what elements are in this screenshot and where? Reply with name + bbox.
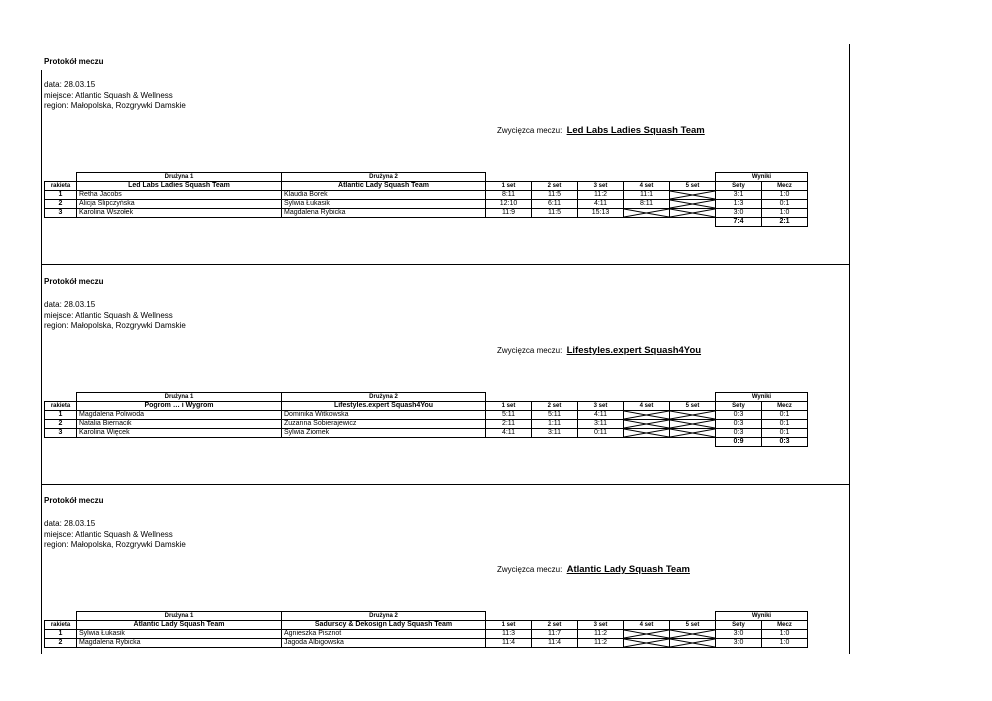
set-1-score: 11:9 <box>486 209 532 218</box>
player-team1: Alicja Ślipczyńska <box>77 200 282 209</box>
match-info <box>44 300 186 332</box>
set-4-empty <box>624 429 670 438</box>
match-region: region: Małopolska, Rozgrywki Damskie <box>44 101 186 110</box>
match-winner <box>497 564 690 575</box>
mecz-header: Mecz <box>762 182 808 191</box>
match-place: miejsce: Atlantic Squash & Wellness <box>44 529 173 539</box>
set-3-score: 4:11 <box>578 200 624 209</box>
unplayed-set-cross <box>624 630 669 638</box>
team2-name: Atlantic Lady Squash Team <box>282 182 486 191</box>
total-match: 0:3 <box>762 438 808 447</box>
set-4-empty <box>624 411 670 420</box>
set-3-score: 11:2 <box>578 191 624 200</box>
match-winner <box>497 125 705 136</box>
match-info <box>44 80 186 112</box>
total-sets: 7:4 <box>716 218 762 227</box>
match-result: 0:1 <box>762 429 808 438</box>
player-team1: Magdalena Rybicka <box>77 639 282 648</box>
set-1-score: 5:11 <box>486 411 532 420</box>
set4-header: 4 set <box>624 182 670 191</box>
set-2-score: 11:7 <box>532 630 578 639</box>
sets-result: 0:3 <box>716 411 762 420</box>
unplayed-set-cross <box>624 420 669 428</box>
team1-header: Drużyna 1 <box>77 393 282 402</box>
match-table <box>44 172 808 227</box>
sety-header: Sety <box>716 402 762 411</box>
team2-name: Sadurscy & Dekosign Lady Squash Team <box>282 621 486 630</box>
section-divider <box>41 484 850 485</box>
set3-header: 3 set <box>578 402 624 411</box>
set4-header: 4 set <box>624 621 670 630</box>
match-result: 0:1 <box>762 420 808 429</box>
player-team2: Klaudia Borek <box>282 191 486 200</box>
set-5-empty <box>670 411 716 420</box>
table-header-row <box>45 621 808 630</box>
set-2-score: 11:5 <box>532 209 578 218</box>
unplayed-set-cross <box>670 191 715 199</box>
player-team2: Zuzanna Sobierajewicz <box>282 420 486 429</box>
match-date: data: 28.03.15 <box>44 519 96 528</box>
set-1-score: 4:11 <box>486 429 532 438</box>
table-header-row <box>45 182 808 191</box>
match-winner <box>497 345 701 356</box>
player-team1: Natalia Biernacik <box>77 420 282 429</box>
player-team1: Sylwia Łukasik <box>77 630 282 639</box>
rakieta-header: rakieta <box>45 402 77 411</box>
team2-name: Lifestyles.expert Squash4You <box>282 402 486 411</box>
player-team2: Sylwia Ziomek <box>282 429 486 438</box>
table-header-row <box>45 402 808 411</box>
team1-header: Drużyna 1 <box>77 173 282 182</box>
totals-row <box>45 438 808 447</box>
set-2-score: 11:5 <box>532 191 578 200</box>
sets-result: 3:1 <box>716 191 762 200</box>
set-3-score: 11:2 <box>578 630 624 639</box>
match-place: miejsce: Atlantic Squash & Wellness <box>44 310 173 320</box>
results-header: Wyniki <box>716 612 808 621</box>
set5-header: 5 set <box>670 182 716 191</box>
set-2-score: 5:11 <box>532 411 578 420</box>
table-row <box>45 429 808 438</box>
table-row <box>45 420 808 429</box>
sets-result: 3:0 <box>716 209 762 218</box>
set5-header: 5 set <box>670 402 716 411</box>
rakieta-number: 1 <box>45 191 77 200</box>
set-5-empty <box>670 200 716 209</box>
unplayed-set-cross <box>670 639 715 647</box>
set-2-score: 6:11 <box>532 200 578 209</box>
winner-team: Lifestyles.expert Squash4You <box>566 345 702 356</box>
rakieta-number: 1 <box>45 411 77 420</box>
match-table <box>44 611 808 648</box>
set-4-score: 11:1 <box>624 191 670 200</box>
set-2-score: 3:11 <box>532 429 578 438</box>
section-divider <box>41 264 850 265</box>
set-1-score: 11:4 <box>486 639 532 648</box>
unplayed-set-cross <box>670 209 715 217</box>
table-row <box>45 630 808 639</box>
rakieta-header: rakieta <box>45 182 77 191</box>
mecz-header: Mecz <box>762 621 808 630</box>
set3-header: 3 set <box>578 621 624 630</box>
unplayed-set-cross <box>624 411 669 419</box>
sets-result: 1:3 <box>716 200 762 209</box>
rakieta-number: 3 <box>45 429 77 438</box>
unplayed-set-cross <box>624 639 669 647</box>
sets-result: 3:0 <box>716 630 762 639</box>
player-team2: Magdalena Rybicka <box>282 209 486 218</box>
team1-name: Led Labs Ladies Squash Team <box>77 182 282 191</box>
match-result: 0:1 <box>762 200 808 209</box>
player-team2: Sylwia Łukasik <box>282 200 486 209</box>
team1-header: Drużyna 1 <box>77 612 282 621</box>
sety-header: Sety <box>716 182 762 191</box>
mecz-header: Mecz <box>762 402 808 411</box>
set5-header: 5 set <box>670 621 716 630</box>
player-team1: Karolina Wszołek <box>77 209 282 218</box>
set-1-score: 11:3 <box>486 630 532 639</box>
match-place: miejsce: Atlantic Squash & Wellness <box>44 90 173 100</box>
unplayed-set-cross <box>670 411 715 419</box>
match-result: 0:1 <box>762 411 808 420</box>
match-table <box>44 392 808 447</box>
set-5-empty <box>670 420 716 429</box>
set-3-score: 3:11 <box>578 420 624 429</box>
set-4-empty <box>624 209 670 218</box>
total-match: 2:1 <box>762 218 808 227</box>
rakieta-header: rakieta <box>45 621 77 630</box>
set2-header: 2 set <box>532 621 578 630</box>
unplayed-set-cross <box>670 420 715 428</box>
set-5-empty <box>670 429 716 438</box>
match-result: 1:0 <box>762 639 808 648</box>
winner-team: Atlantic Lady Squash Team <box>566 564 690 575</box>
table-row <box>45 191 808 200</box>
player-team1: Magdalena Poliwoda <box>77 411 282 420</box>
table-header-row <box>45 173 808 182</box>
set-5-empty <box>670 639 716 648</box>
player-team1: Karolina Więcek <box>77 429 282 438</box>
frame-left-border <box>41 70 42 654</box>
rakieta-number: 2 <box>45 639 77 648</box>
unplayed-set-cross <box>670 200 715 208</box>
rakieta-number: 2 <box>45 420 77 429</box>
set1-header: 1 set <box>486 621 532 630</box>
winner-label: Zwycięzca meczu: <box>497 126 563 135</box>
set4-header: 4 set <box>624 402 670 411</box>
player-team2: Dominika Witkowska <box>282 411 486 420</box>
set2-header: 2 set <box>532 402 578 411</box>
set-4-empty <box>624 639 670 648</box>
protocol-title: Protokół meczu <box>44 496 104 505</box>
set-4-empty <box>624 420 670 429</box>
totals-row <box>45 218 808 227</box>
set-5-empty <box>670 630 716 639</box>
table-row <box>45 209 808 218</box>
sets-result: 0:3 <box>716 420 762 429</box>
set1-header: 1 set <box>486 402 532 411</box>
match-region: region: Małopolska, Rozgrywki Damskie <box>44 321 186 330</box>
set-1-score: 8:11 <box>486 191 532 200</box>
match-result: 1:0 <box>762 191 808 200</box>
set2-header: 2 set <box>532 182 578 191</box>
sety-header: Sety <box>716 621 762 630</box>
sets-result: 3:0 <box>716 639 762 648</box>
unplayed-set-cross <box>624 209 669 217</box>
player-team2: Agnieszka Pisznot <box>282 630 486 639</box>
set-1-score: 12:10 <box>486 200 532 209</box>
results-header: Wyniki <box>716 393 808 402</box>
table-header-row <box>45 612 808 621</box>
protocol-title: Protokół meczu <box>44 57 104 66</box>
team2-header: Drużyna 2 <box>282 393 486 402</box>
unplayed-set-cross <box>624 429 669 437</box>
set-3-score: 0:11 <box>578 429 624 438</box>
protocol-title: Protokół meczu <box>44 277 104 286</box>
set-3-score: 11:2 <box>578 639 624 648</box>
set-5-empty <box>670 191 716 200</box>
team1-name: Atlantic Lady Squash Team <box>77 621 282 630</box>
set-4-empty <box>624 630 670 639</box>
team1-name: Pogrom … i Wygrom <box>77 402 282 411</box>
match-info <box>44 519 186 551</box>
team2-header: Drużyna 2 <box>282 173 486 182</box>
set-1-score: 2:11 <box>486 420 532 429</box>
set1-header: 1 set <box>486 182 532 191</box>
total-sets: 0:9 <box>716 438 762 447</box>
set-2-score: 1:11 <box>532 420 578 429</box>
table-row <box>45 411 808 420</box>
match-date: data: 28.03.15 <box>44 300 96 309</box>
rakieta-number: 3 <box>45 209 77 218</box>
match-date: data: 28.03.15 <box>44 80 96 89</box>
sets-result: 0:3 <box>716 429 762 438</box>
player-team2: Jagoda Albigowska <box>282 639 486 648</box>
team2-header: Drużyna 2 <box>282 612 486 621</box>
results-header: Wyniki <box>716 173 808 182</box>
match-result: 1:0 <box>762 630 808 639</box>
winner-label: Zwycięzca meczu: <box>497 346 563 355</box>
rakieta-number: 1 <box>45 630 77 639</box>
set3-header: 3 set <box>578 182 624 191</box>
table-row <box>45 639 808 648</box>
table-row <box>45 200 808 209</box>
table-header-row <box>45 393 808 402</box>
match-result: 1:0 <box>762 209 808 218</box>
set-3-score: 15:13 <box>578 209 624 218</box>
winner-label: Zwycięzca meczu: <box>497 565 563 574</box>
frame-right-border <box>849 44 850 654</box>
winner-team: Led Labs Ladies Squash Team <box>566 125 705 136</box>
player-team1: Retha Jacobs <box>77 191 282 200</box>
unplayed-set-cross <box>670 630 715 638</box>
set-5-empty <box>670 209 716 218</box>
match-region: region: Małopolska, Rozgrywki Damskie <box>44 540 186 549</box>
set-2-score: 11:4 <box>532 639 578 648</box>
set-4-score: 8:11 <box>624 200 670 209</box>
set-3-score: 4:11 <box>578 411 624 420</box>
rakieta-number: 2 <box>45 200 77 209</box>
unplayed-set-cross <box>670 429 715 437</box>
